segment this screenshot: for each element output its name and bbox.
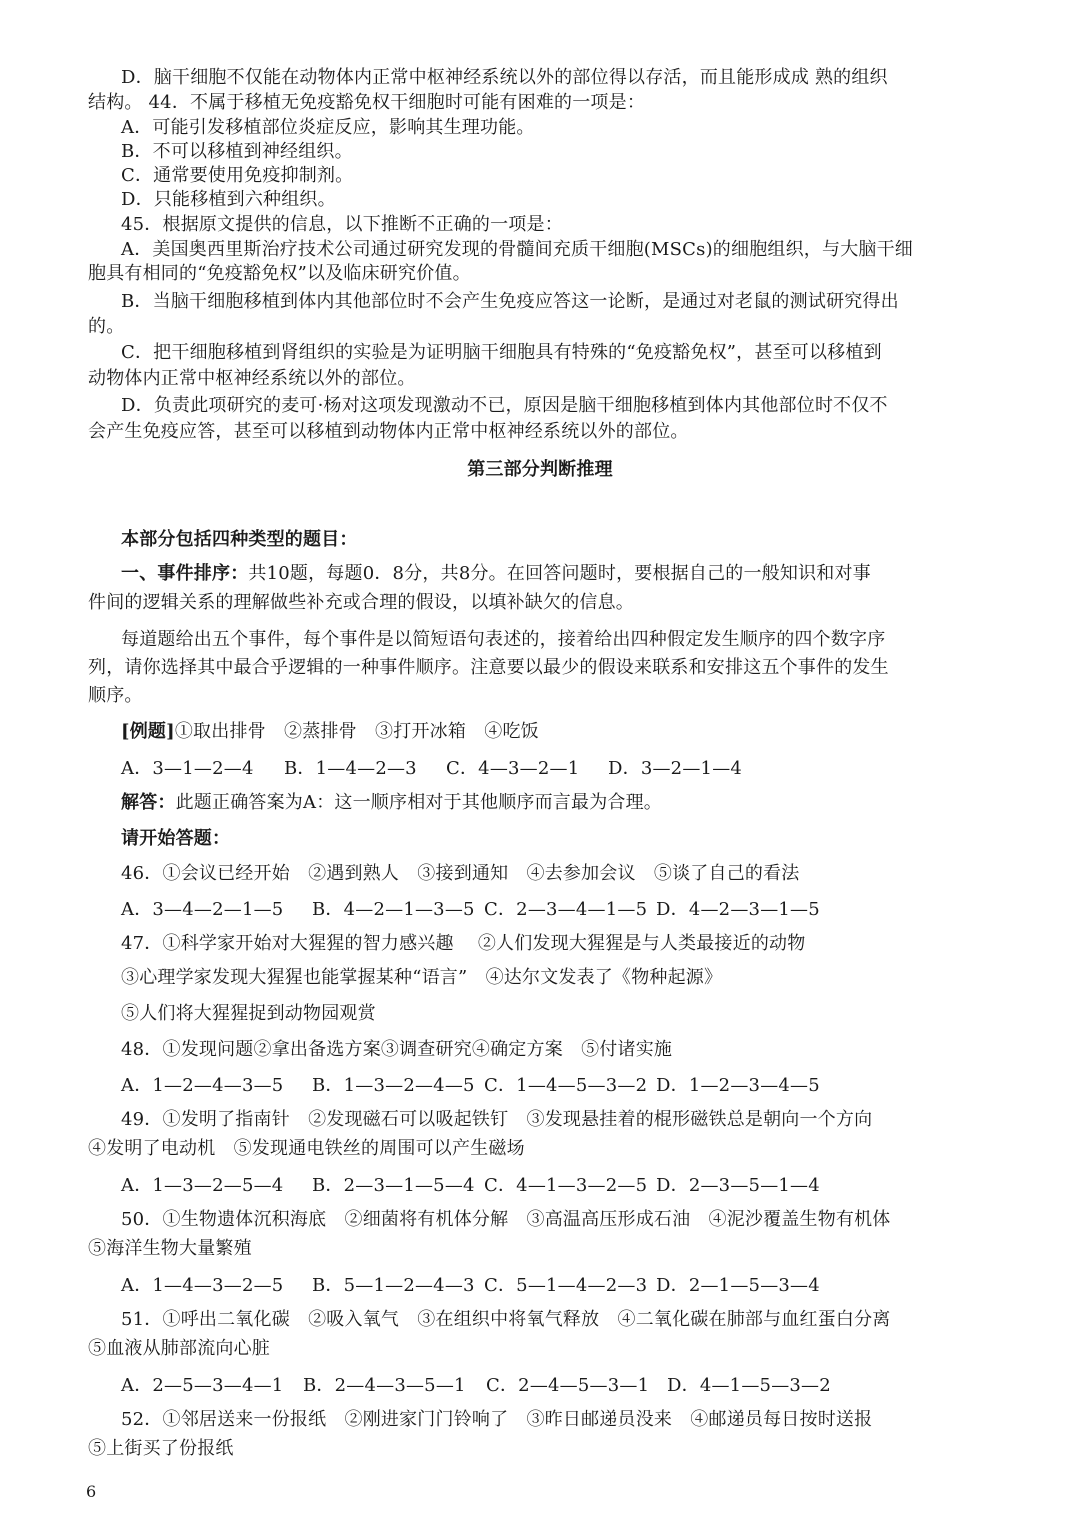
q48-stem: 48．①发现问题②拿出备选方案③调查研究④确定方案 ⑤付诸实施 — [121, 1039, 673, 1060]
example-option-c: C．4—3—2—1 — [446, 758, 580, 779]
q43-option-d-line1: D．脑干细胞不仅能在动物体内正常中枢神经系统以外的部位得以存活，而且能形成成 熟的组织 — [121, 67, 888, 88]
part1-desc-line1: 每道题给出五个事件，每个事件是以简短语句表述的，接着给出四种假定发生顺序的四个数字序 — [121, 629, 886, 650]
q49-option-a: A．1—3—2—5—4 — [121, 1175, 284, 1196]
part1-text-line2: 件间的逻辑关系的理解做些补充或合理的假设，以填补缺欠的信息。 — [88, 592, 634, 613]
q45-option-b-line1: B．当脑干细胞移植到体内其他部位时不会产生免疫应答这一论断，是通过对老鼠的测试研究得出 — [121, 291, 899, 312]
example-option-b: B．1—4—2—3 — [284, 758, 417, 779]
answer-text: 此题正确答案为A：这一顺序相对于其他顺序而言最为合理。 — [175, 792, 663, 813]
section-title: 第三部分判断推理 — [467, 459, 613, 480]
q49-line1: 49．①发明了指南针 ②发现磁石可以吸起铁钉 ③发现悬挂着的棍形磁铁总是朝向一个方向 — [121, 1109, 873, 1130]
part1-text-line1: 共10题，每题0．8分，共8分。在回答问题时，要根据自己的一般知识和对事 — [248, 563, 871, 584]
q50-line1: 50．①生物遗体沉积海底 ②细菌将有机体分解 ③高温高压形成石油 ④泥沙覆盖生物有机体 — [121, 1209, 891, 1230]
q45-option-b-line2: 的。 — [88, 316, 125, 337]
q51-option-b: B．2—4—3—5—1 — [303, 1375, 466, 1396]
q46-stem: 46．①会议已经开始 ②遇到熟人 ③接到通知 ④去参加会议 ⑤谈了自己的看法 — [121, 863, 800, 884]
answer-label: 解答： — [121, 792, 176, 813]
q51-line2: ⑤血液从肺部流向心脏 — [88, 1338, 270, 1359]
q50-option-a: A．1—4—3—2—5 — [121, 1275, 284, 1296]
q51-option-c: C．2—4—5—3—1 — [486, 1375, 650, 1396]
q45-option-d-line2: 会产生免疫应答，甚至可以移植到动物体内正常中枢神经系统以外的部位。 — [88, 421, 689, 442]
q44-option-b: B．不可以移植到神经组织。 — [121, 141, 353, 162]
q45-option-c-line1: C．把干细胞移植到肾组织的实验是为证明脑干细胞具有特殊的“免疫豁免权”，甚至可以移植到 — [121, 342, 882, 363]
part1-desc-line2: 列，请你选择其中最合乎逻辑的一种事件顺序。注意要以最少的假设来联系和安排这五个事件的发生 — [88, 657, 889, 678]
q46-option-b: B．4—2—1—3—5 — [312, 899, 475, 920]
q51-option-a: A．2—5—3—4—1 — [121, 1375, 284, 1396]
q52-line1: 52．①邻居送来一份报纸 ②刚进家门门铃响了 ③昨日邮递员没来 ④邮递员每日按时送报 — [121, 1409, 873, 1430]
q43-option-d-line2: 结构。 44．不属于移植无免疫豁免权干细胞时可能有困难的一项是： — [88, 92, 646, 113]
q51-line1: 51．①呼出二氧化碳 ②吸入氧气 ③在组织中将氧气释放 ④二氧化碳在肺部与血红蛋白分离 — [121, 1309, 891, 1330]
q50-option-d: D．2—1—5—3—4 — [656, 1275, 820, 1296]
q49-option-d: D．2—3—5—1—4 — [656, 1175, 820, 1196]
q52-line2: ⑤上街买了份报纸 — [88, 1438, 234, 1459]
q49-option-c: C．4—1—3—2—5 — [484, 1175, 648, 1196]
q47-line2: ③心理学家发现大猩猩也能掌握某种“语言” ④达尔文发表了《物种起源》 — [121, 967, 723, 988]
q48-option-b: B．1—3—2—4—5 — [312, 1075, 475, 1096]
q50-line2: ⑤海洋生物大量繁殖 — [88, 1238, 252, 1259]
q51-option-d: D．4—1—5—3—2 — [667, 1375, 831, 1396]
start-label: 请开始答题： — [121, 828, 231, 849]
q45-option-a-line2: 胞具有相同的“免疫豁免权”以及临床研究价值。 — [88, 263, 471, 284]
example-label: [例题] — [121, 721, 175, 742]
example-answer — [121, 791, 662, 815]
part1-line1 — [121, 562, 871, 586]
q44-option-c: C．通常要使用免疫抑制剂。 — [121, 165, 354, 186]
q45-option-a-line1: A．美国奥西里斯治疗技术公司通过研究发现的骨髓间充质干细胞(MSCs)的细胞组织，与大脑干细 — [121, 239, 914, 260]
q46-option-c: C．2—3—4—1—5 — [484, 899, 648, 920]
part1-label: 一、事件排序： — [121, 563, 249, 584]
q48-option-d: D．1—2—3—4—5 — [656, 1075, 820, 1096]
section-intro: 本部分包括四种类型的题目： — [121, 529, 358, 550]
q47-line3: ⑤人们将大猩猩捉到动物园观赏 — [121, 1003, 376, 1024]
q44-option-a: A．可能引发移植部位炎症反应，影响其生理功能。 — [121, 117, 535, 138]
q45-stem: 45．根据原文提供的信息，以下推断不正确的一项是： — [121, 214, 563, 235]
q47-line1: 47．①科学家开始对大猩猩的智力感兴趣 ②人们发现大猩猩是与人类最接近的动物 — [121, 933, 806, 954]
q49-option-b: B．2—3—1—5—4 — [312, 1175, 475, 1196]
example-line — [121, 720, 539, 744]
example-items: ①取出排骨 ②蒸排骨 ③打开冰箱 ④吃饭 — [174, 721, 539, 742]
q46-option-a: A．3—4—2—1—5 — [121, 899, 284, 920]
q50-option-c: C．5—1—4—2—3 — [484, 1275, 648, 1296]
q48-option-c: C．1—4—5—3—2 — [484, 1075, 648, 1096]
part1-desc-line3: 顺序。 — [88, 685, 143, 706]
q45-option-d-line1: D．负责此项研究的麦可·杨对这项发现激动不已，原因是脑干细胞移植到体内其他部位时不仅不 — [121, 395, 888, 416]
q48-option-a: A．1—2—4—3—5 — [121, 1075, 284, 1096]
q50-option-b: B．5—1—2—4—3 — [312, 1275, 475, 1296]
q46-option-d: D．4—2—3—1—5 — [656, 899, 820, 920]
page-number: 6 — [86, 1482, 97, 1501]
q45-option-c-line2: 动物体内正常中枢神经系统以外的部位。 — [88, 368, 416, 389]
example-option-a: A．3—1—2—4 — [121, 758, 254, 779]
example-option-d: D．3—2—1—4 — [608, 758, 743, 779]
q44-option-d: D．只能移植到六种组织。 — [121, 189, 336, 210]
q49-line2: ④发明了电动机 ⑤发现通电铁丝的周围可以产生磁场 — [88, 1138, 525, 1159]
